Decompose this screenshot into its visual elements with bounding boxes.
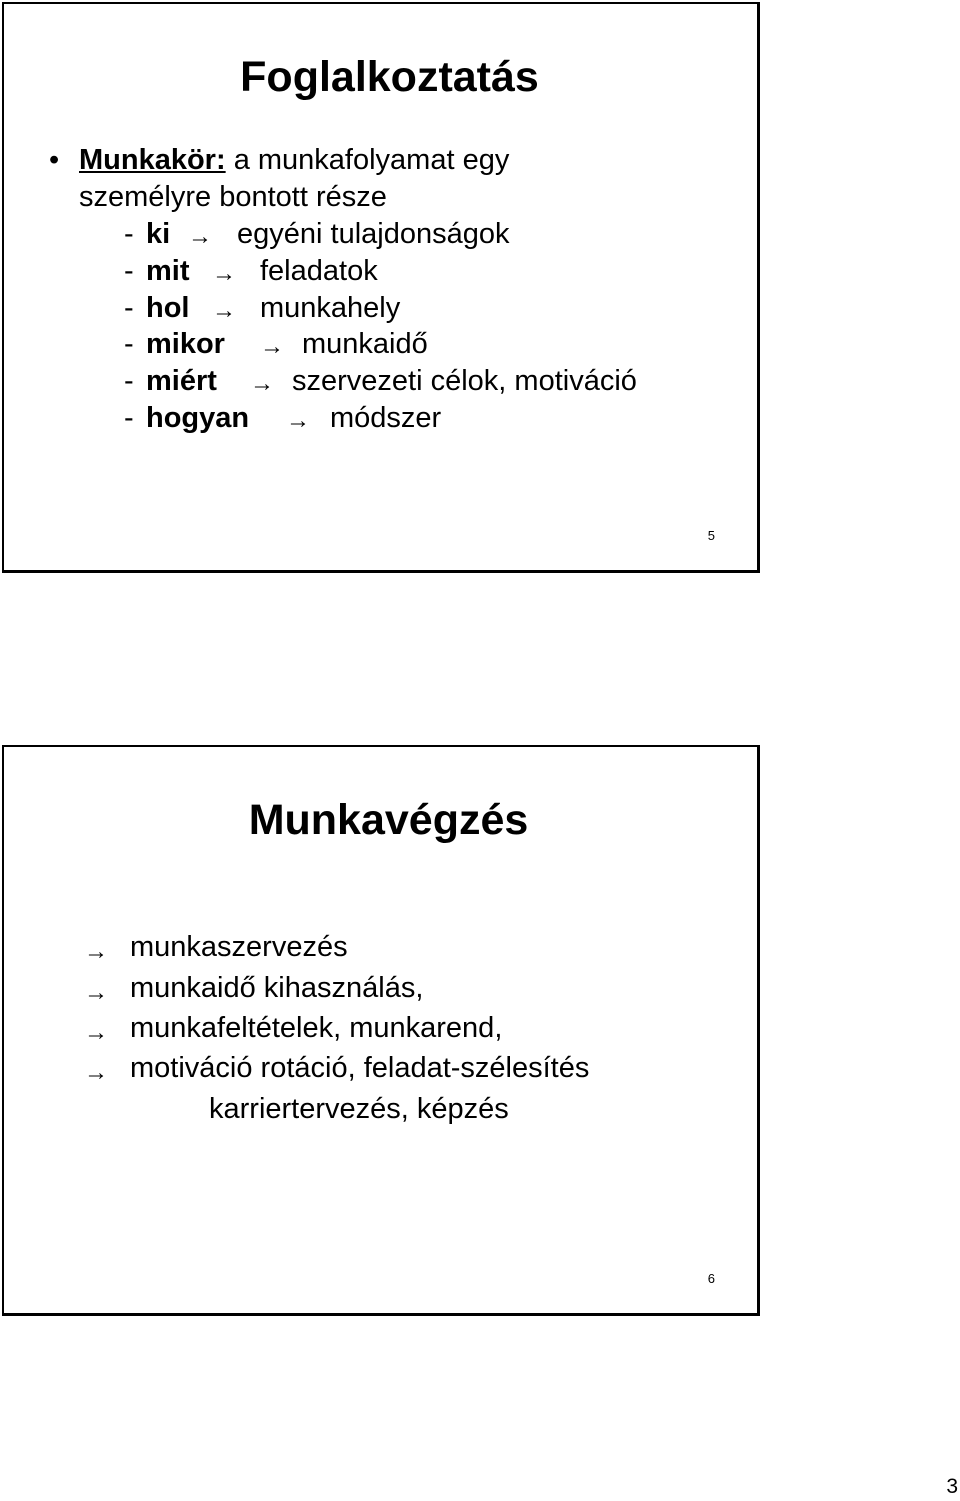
dash: - [124,218,134,250]
dash: - [124,255,134,287]
dash: - [124,292,134,324]
slide-page-number: 6 [707,1271,715,1286]
slide-title: Munkavégzés [248,796,529,844]
answer-text: munkahely [260,292,401,324]
arrow-right-icon: → [212,260,236,287]
definition-text [79,142,509,179]
arrow-right-icon: → [84,938,108,965]
arrow-right-icon: → [84,1059,108,1086]
definition-line-1: a munkafolyamat egy [225,144,510,176]
arrow-right-icon: → [286,407,310,434]
arrow-right-icon: → [188,223,212,250]
sheet-page-number: 3 [946,1475,958,1498]
dash: - [124,328,134,360]
list-item-text: munkafeltételek, munkarend, [130,1012,503,1044]
slide-munkavegzes [2,745,760,1316]
arrow-right-icon: → [212,297,236,324]
answer-text: módszer [330,402,442,434]
question-word: mit [146,255,190,287]
answer-text: munkaidő [302,328,428,360]
dash: - [124,365,134,397]
list-item-text: motiváció rotáció, feladat-szélesítés [130,1052,590,1084]
term-munkakor: Munkakör: [79,144,226,176]
definition-line-2: személyre bontott része [79,181,387,213]
slide-page-number: 5 [707,528,715,543]
list-item-text: munkaszervezés [130,931,348,963]
question-word: miért [146,365,217,397]
question-word: mikor [146,328,225,360]
question-word: hol [146,292,190,324]
dash: - [124,402,134,434]
list-item-continuation: karriertervezés, képzés [209,1093,509,1125]
answer-text: feladatok [260,255,378,287]
arrow-right-icon: → [84,1019,108,1046]
answer-text: szervezeti célok, motiváció [292,365,637,397]
answer-text: egyéni tulajdonságok [237,218,510,250]
bullet-icon: • [49,144,60,176]
arrow-right-icon: → [260,333,284,360]
list-item-text: munkaidő kihasználás, [130,972,424,1004]
arrow-right-icon: → [250,370,274,397]
slide-title: Foglalkoztatás [240,53,539,101]
slide-foglalkoztatas [2,2,760,573]
arrow-right-icon: → [84,979,108,1006]
question-word: hogyan [146,402,250,434]
question-word: ki [146,218,171,250]
